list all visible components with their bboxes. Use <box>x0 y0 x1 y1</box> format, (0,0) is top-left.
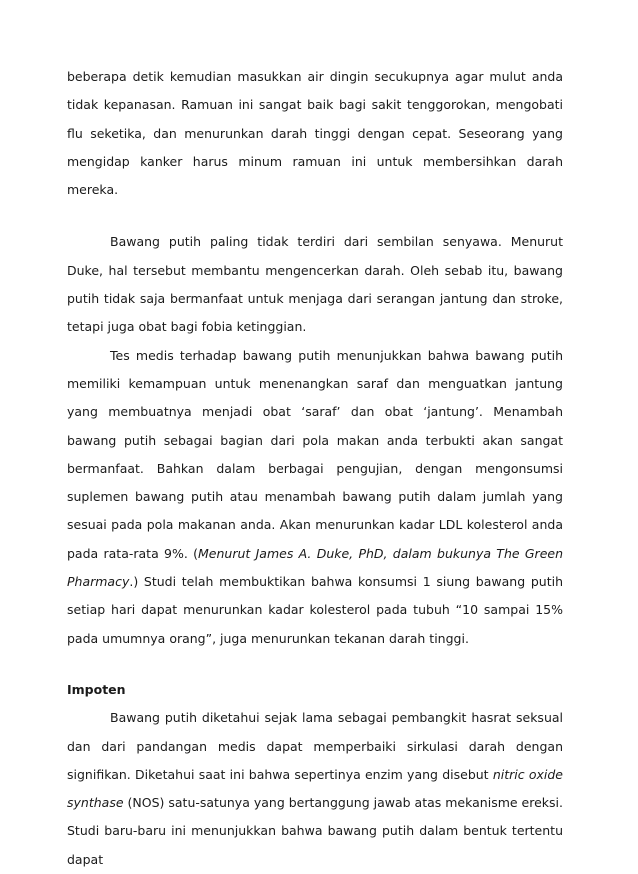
paragraph-impoten-text-end: (NOS) satu-satunya yang bertanggung jawab atas mekanisme ereksi. Studi baru-baru ini menunjukkan bahwa bawang putih dalam bentuk tertentu dapat <box>67 795 563 867</box>
paragraph-tes-medis-text: Tes medis terhadap bawang putih menunjukkan bahwa bawang putih memiliki kemampuan untuk menenangkan saraf dan menguatkan jantung yang membuatnya menjadi obat ‘saraf’ dan obat ‘jantung’. Menambah bawang putih sebagai bagian dari pola makan anda terbukti akan sangat bermanfaat. Bahkan dalam berbagai pengujian, dengan mengonsumsi suplemen bawang putih atau menambah bawang putih dalam jumlah yang sesuai pada pola makanan anda. Akan menurunkan kadar LDL kolesterol anda pada rata-rata 9%. ( <box>67 347 563 561</box>
paragraph-impoten <box>67 704 563 874</box>
paragraph-ramuan <box>67 63 563 204</box>
paragraph-impoten-text: Bawang putih diketahui sejak lama sebagai pembangkit hasrat seksual dan dari pandangan medis dapat memperbaiki sirkulasi darah dengan signifikan. Diketahui saat ini bahwa sepertinya enzim yang disebut <box>67 710 563 782</box>
paragraph-senyawa <box>67 228 563 341</box>
citation-italic: Menurut James A. Duke, PhD, dalam bukunya The Green Pharmacy <box>67 545 563 590</box>
term-italic: nitric oxide synthase <box>67 766 563 811</box>
paragraph-senyawa-text: Bawang putih paling tidak terdiri dari sembilan senyawa. Menurut Duke, hal tersebut membantu mengencerkan darah. Oleh sebab itu, bawang putih tidak saja bermanfaat untuk menjaga dari serangan jantung dan stroke, tetapi juga obat bagi fobia ketinggian. <box>67 234 563 335</box>
paragraph-ramuan-text: beberapa detik kemudian masukkan air dingin secukupnya agar mulut anda tidak kepanasan. Ramuan ini sangat baik bagi sakit tenggorokan, mengobati flu seketika, dan menurunkan darah tinggi dengan cepat. Seseorang yang mengidap kanker harus minum ramuan ini untuk membersihkan darah mereka. <box>67 69 563 198</box>
paragraph-tes-medis-text-end: .) Studi telah membuktikan bahwa konsumsi 1 siung bawang putih setiap hari dapat menurunkan kadar kolesterol pada tubuh “10 sampai 15% pada umumnya orang”, juga menurunkan tekanan darah tinggi. <box>67 574 563 646</box>
section-spacer <box>67 653 563 676</box>
paragraph-spacer <box>67 204 563 228</box>
section-heading-impoten: Impoten <box>67 681 126 697</box>
document-page <box>67 63 563 874</box>
paragraph-tes-medis <box>67 342 563 653</box>
